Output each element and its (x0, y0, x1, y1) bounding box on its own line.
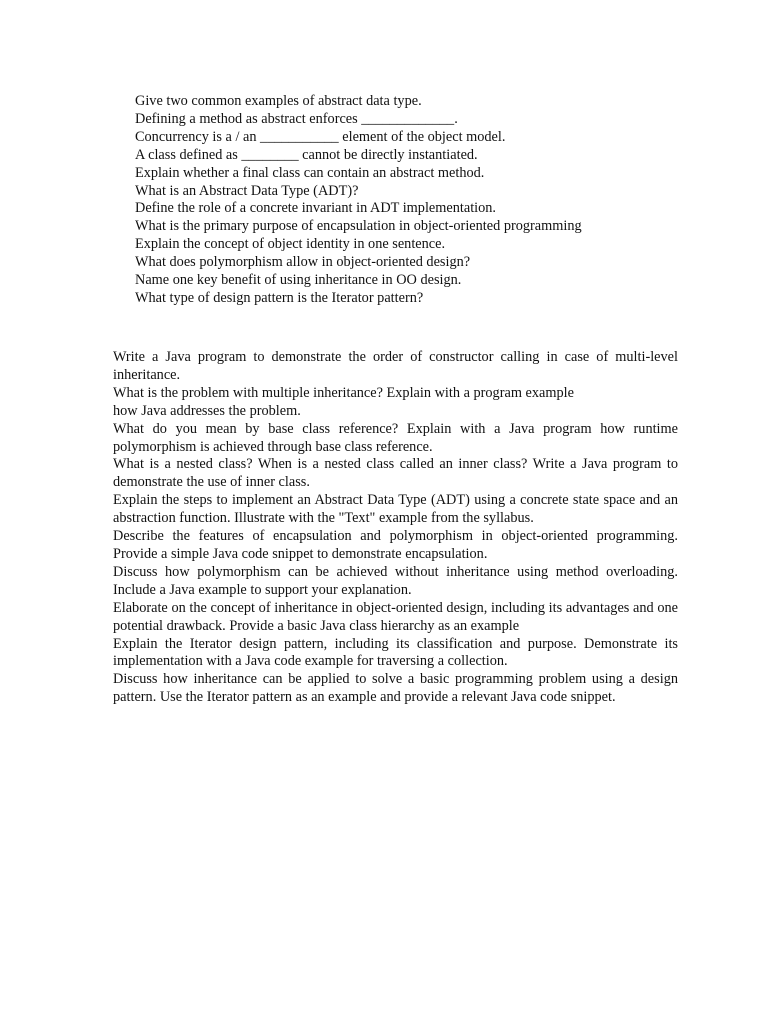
short-question: What is the primary purpose of encapsulation in object-oriented programming (135, 218, 582, 235)
short-question: A class defined as ________ cannot be directly instantiated. (135, 146, 478, 163)
long-question: Describe the features of encapsulation and polymorphism in object-oriented programming. Provide a simple Java code snippet to demonstrate encapsulation. (113, 528, 678, 562)
long-question-list (113, 349, 678, 707)
short-question: What is an Abstract Data Type (ADT)? (135, 182, 359, 199)
long-question: Explain the steps to implement an Abstract Data Type (ADT) using a concrete state space and an abstraction function. Illustrate with the "Text" example from the syllabus. (113, 492, 678, 527)
short-question: Defining a method as abstract enforces _____________. (135, 110, 458, 127)
long-question: What is the problem with multiple inheritance? Explain with a program example (113, 384, 574, 401)
short-question: Define the role of a concrete invariant in ADT implementation. (135, 200, 497, 217)
short-question: Explain whether a final class can contain an abstract method. (135, 164, 485, 181)
long-question: Discuss how inheritance can be applied to solve a basic programming problem using a design pattern. Use the Iterator pattern as an example and provide a relevant Java code snippet. (113, 671, 678, 706)
short-question: What type of design pattern is the Iterator pattern? (135, 289, 424, 306)
short-question: What does polymorphism allow in object-oriented design? (135, 254, 471, 271)
long-question: Write a Java program to demonstrate the order of constructor calling in case of multi-level inheritance. (113, 349, 678, 383)
short-question: Concurrency is a / an ___________ element of the object model. (135, 128, 506, 145)
short-question-list (135, 93, 695, 308)
short-question: Explain the concept of object identity in one sentence. (135, 236, 446, 253)
long-question: Explain the Iterator design pattern, including its classification and purpose. Demonstrate its implementation with a Java code example for traversing a collection. (113, 635, 678, 670)
long-question: What do you mean by base class reference? Explain with a Java program how runtime polymorphism is achieved through base class reference. (113, 420, 678, 455)
long-question: What is a nested class? When is a nested class called an inner class? Write a Java program to demonstrate the use of inner class. (113, 456, 678, 491)
long-question: how Java addresses the problem. (113, 402, 301, 419)
long-question: Elaborate on the concept of inheritance in object-oriented design, including its advantages and one potential drawback. Provide a basic Java class hierarchy as an example (113, 599, 678, 634)
short-question: Give two common examples of abstract data type. (135, 93, 422, 109)
short-question: Name one key benefit of using inheritance in OO design. (135, 272, 462, 289)
long-question: Discuss how polymorphism can be achieved without inheritance using method overloading. Include a Java example to support your explanation. (113, 563, 678, 598)
